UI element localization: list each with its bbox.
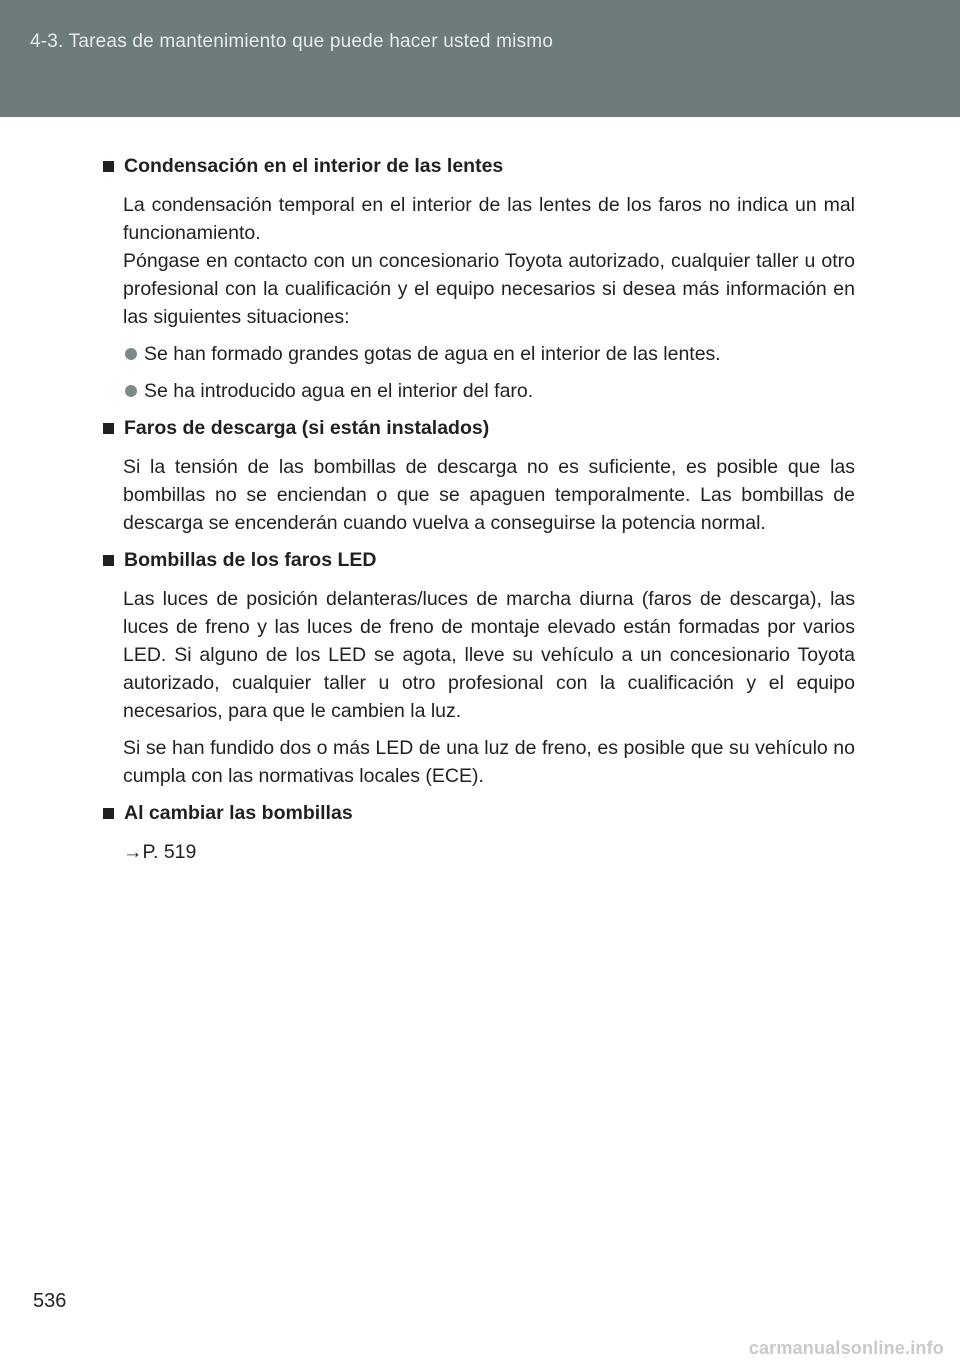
section-heading: Condensación en el interior de las lentes <box>103 152 855 180</box>
list-item: Se han formado grandes gotas de agua en el interior de las lentes. <box>123 340 855 368</box>
square-bullet-icon <box>103 555 114 566</box>
paragraph: Si la tensión de las bombillas de descarga no es suficiente, es posible que las bombillas no se enciendan o que se apaguen temporalmente. Las bombillas de descarga se encenderán cuando vuelva a conseguirse la potencia normal. <box>123 456 855 534</box>
page-content <box>103 152 855 866</box>
section-heading: Faros de descarga (si están instalados) <box>103 414 855 442</box>
circle-bullet-icon <box>125 348 137 360</box>
section-heading: Al cambiar las bombillas <box>103 799 855 827</box>
circle-bullet-icon <box>125 385 137 397</box>
chapter-title: 4-3. Tareas de mantenimiento que puede hacer usted mismo <box>30 31 554 52</box>
section-led-bulbs <box>103 546 855 790</box>
section-heading: Bombillas de los faros LED <box>103 546 855 574</box>
paragraph: Si se han fundido dos o más LED de una luz de freno, es posible que su vehículo no cumpla con las normativas locales (ECE). <box>123 737 855 787</box>
square-bullet-icon <box>103 423 114 434</box>
square-bullet-icon <box>103 808 114 819</box>
page-header <box>0 0 960 117</box>
list-item: Se ha introducido agua en el interior del faro. <box>123 377 855 405</box>
paragraph: La condensación temporal en el interior de las lentes de los faros no indica un mal funcionamiento. Póngase en contacto con un concesionario Toyota autorizado, cualquier taller u otro profesional con la cualificación y el equipo necesarios si desea más información en las siguientes situaciones: <box>123 194 855 328</box>
square-bullet-icon <box>103 161 114 172</box>
watermark: carmanualsonline.info <box>748 1338 944 1358</box>
section-changing-bulbs <box>103 799 855 866</box>
section-condensation <box>103 152 855 405</box>
section-discharge-headlights <box>103 414 855 537</box>
paragraph: Las luces de posición delanteras/luces de marcha diurna (faros de descarga), las luces de freno y las luces de freno de montaje elevado están formadas por varios LED. Si alguno de los LED se agota, lleve su vehículo a un concesionario Toyota autorizado, cualquier taller u otro profesional con la cualificación y el equipo necesarios, para que le cambien la luz. <box>123 588 855 722</box>
page-reference: →P. 519 <box>123 841 197 863</box>
page-number: 536 <box>33 1290 67 1312</box>
